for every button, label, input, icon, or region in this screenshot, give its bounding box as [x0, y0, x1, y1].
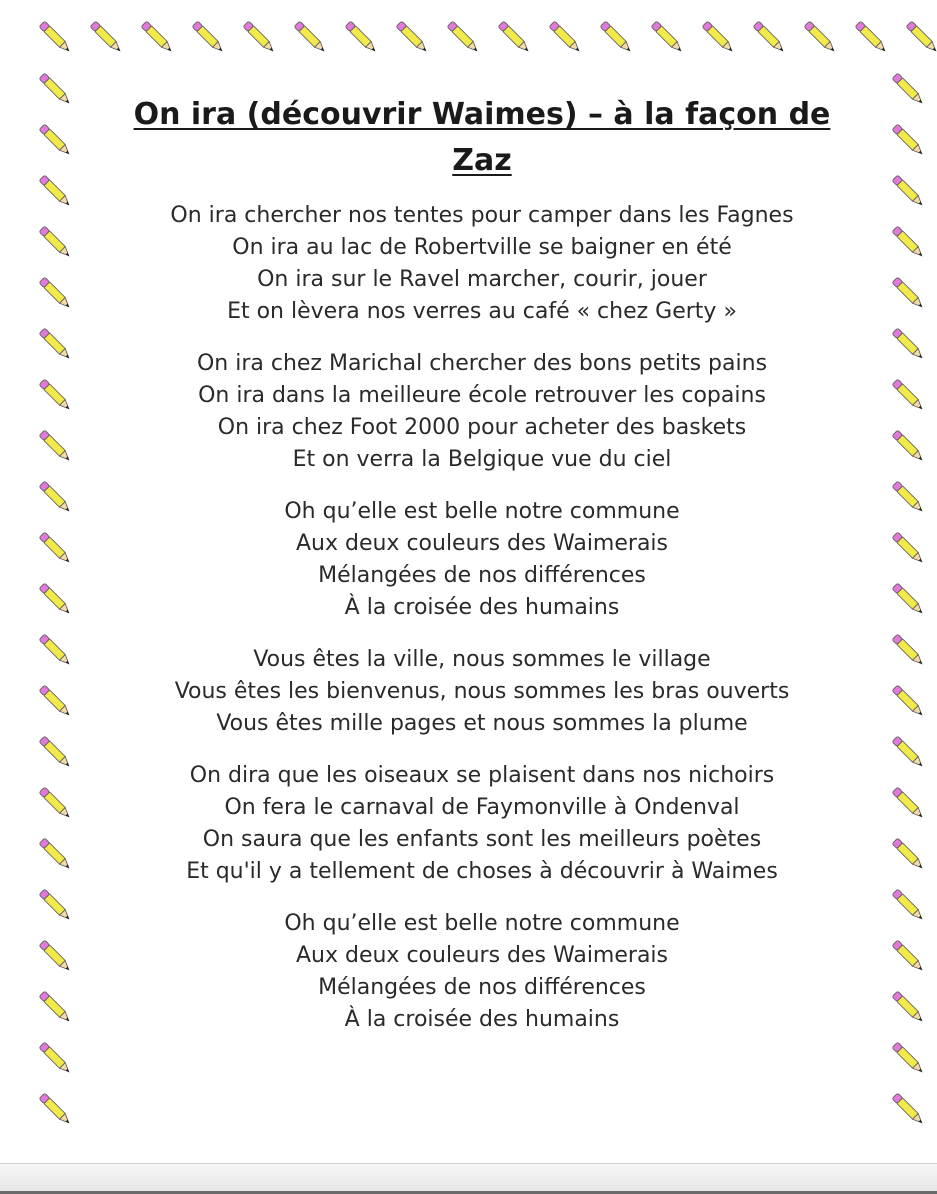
- lyric-line: Aux deux couleurs des Waimerais: [295, 531, 668, 556]
- pencil-icon: [32, 627, 80, 675]
- pencil-icon: [287, 14, 335, 62]
- pencil-icon: [885, 576, 933, 624]
- pencil-icon: [32, 678, 80, 726]
- lyric-line: Mélangées de nos différences: [318, 975, 646, 1000]
- stanza-1: [100, 200, 864, 328]
- pencil-icon: [899, 14, 937, 62]
- pencil-icon: [542, 14, 590, 62]
- lyric-line: À la croisée des humains: [344, 1007, 620, 1032]
- pencil-icon: [32, 474, 80, 522]
- pencil-icon: [185, 14, 233, 62]
- lyric-line: Mélangées de nos différences: [318, 563, 646, 588]
- pencil-icon: [32, 372, 80, 420]
- lyric-line: Oh qu’elle est belle notre commune: [284, 499, 680, 524]
- pencil-icon: [695, 14, 743, 62]
- lyric-line: On ira chercher nos tentes pour camper dans les Fagnes: [170, 203, 794, 228]
- pencil-icon: [885, 321, 933, 369]
- pencil-icon: [885, 117, 933, 165]
- lyric-line: À la croisée des humains: [344, 595, 620, 620]
- pencil-icon: [885, 984, 933, 1032]
- pencil-icon: [32, 831, 80, 879]
- pencil-icon: [32, 780, 80, 828]
- pencil-icon: [885, 1086, 933, 1134]
- pencil-icon: [32, 423, 80, 471]
- lyrics-content: [100, 92, 864, 1036]
- pencil-icon: [885, 372, 933, 420]
- lyric-line: On saura que les enfants sont les meilleurs poètes: [202, 827, 762, 852]
- pencil-icon: [32, 882, 80, 930]
- pencil-icon: [32, 321, 80, 369]
- pencil-icon: [885, 525, 933, 573]
- pencil-icon: [593, 14, 641, 62]
- lyric-line: Vous êtes mille pages et nous sommes la plume: [216, 711, 748, 736]
- stanza-2: [100, 348, 864, 476]
- pencil-icon: [848, 14, 896, 62]
- stanza-3-chorus: [100, 496, 864, 624]
- lyric-line: On ira chez Marichal chercher des bons petits pains: [196, 351, 768, 376]
- lyric-line: Oh qu’elle est belle notre commune: [284, 911, 680, 936]
- viewer-bottom-bar: [0, 1163, 937, 1194]
- pencil-icon: [885, 729, 933, 777]
- lyric-line: Et on lèvera nos verres au café « chez Gerty »: [227, 299, 737, 324]
- page-title: On ira (découvrir Waimes) – à la façon de Zaz: [133, 97, 831, 178]
- pencil-icon: [32, 729, 80, 777]
- pencil-icon: [32, 168, 80, 216]
- pencil-icon: [83, 14, 131, 62]
- lyric-line: On ira dans la meilleure école retrouver les copains: [198, 383, 766, 408]
- pencil-icon: [885, 1035, 933, 1083]
- pencil-icon: [885, 780, 933, 828]
- pencil-icon: [32, 66, 80, 114]
- pencil-icon: [746, 14, 794, 62]
- pencil-icon: [32, 525, 80, 573]
- stanza-4: [100, 644, 864, 740]
- lyric-line: On ira au lac de Robertville se baigner en été: [232, 235, 732, 260]
- pencil-icon: [32, 117, 80, 165]
- pencil-icon: [885, 423, 933, 471]
- pencil-icon: [885, 219, 933, 267]
- lyric-line: Et qu'il y a tellement de choses à découvrir à Waimes: [186, 859, 778, 884]
- stanza-5: [100, 760, 864, 888]
- lyric-line: Vous êtes les bienvenus, nous sommes les bras ouverts: [174, 679, 790, 704]
- lyric-line: On dira que les oiseaux se plaisent dans nos nichoirs: [189, 763, 775, 788]
- pencil-icon: [32, 219, 80, 267]
- pencil-icon: [885, 831, 933, 879]
- pencil-icon: [885, 168, 933, 216]
- pencil-icon: [885, 627, 933, 675]
- pencil-icon: [236, 14, 284, 62]
- pencil-icon: [32, 14, 80, 62]
- pencil-icon: [797, 14, 845, 62]
- pencil-icon: [32, 1086, 80, 1134]
- pencil-icon: [338, 14, 386, 62]
- pencil-icon: [32, 933, 80, 981]
- pencil-icon: [885, 66, 933, 114]
- lyric-line: Et on verra la Belgique vue du ciel: [292, 447, 672, 472]
- lyric-line: Vous êtes la ville, nous sommes le village: [253, 647, 711, 672]
- pencil-icon: [644, 14, 692, 62]
- pencil-icon: [32, 270, 80, 318]
- pencil-icon: [32, 1035, 80, 1083]
- pencil-icon: [32, 984, 80, 1032]
- lyric-line: On fera le carnaval de Faymonville à Ondenval: [224, 795, 740, 820]
- lyric-line: On ira sur le Ravel marcher, courir, jouer: [257, 267, 707, 292]
- pencil-icon: [32, 576, 80, 624]
- lyric-line: On ira chez Foot 2000 pour acheter des baskets: [217, 415, 747, 440]
- pencil-icon: [885, 933, 933, 981]
- pencil-icon: [885, 474, 933, 522]
- pencil-icon: [134, 14, 182, 62]
- pencil-icon: [440, 14, 488, 62]
- lyric-line: Aux deux couleurs des Waimerais: [295, 943, 668, 968]
- pencil-icon: [389, 14, 437, 62]
- pencil-icon: [885, 882, 933, 930]
- pencil-icon: [885, 678, 933, 726]
- pencil-icon: [885, 270, 933, 318]
- pencil-icon: [491, 14, 539, 62]
- stanza-6-chorus: [100, 908, 864, 1036]
